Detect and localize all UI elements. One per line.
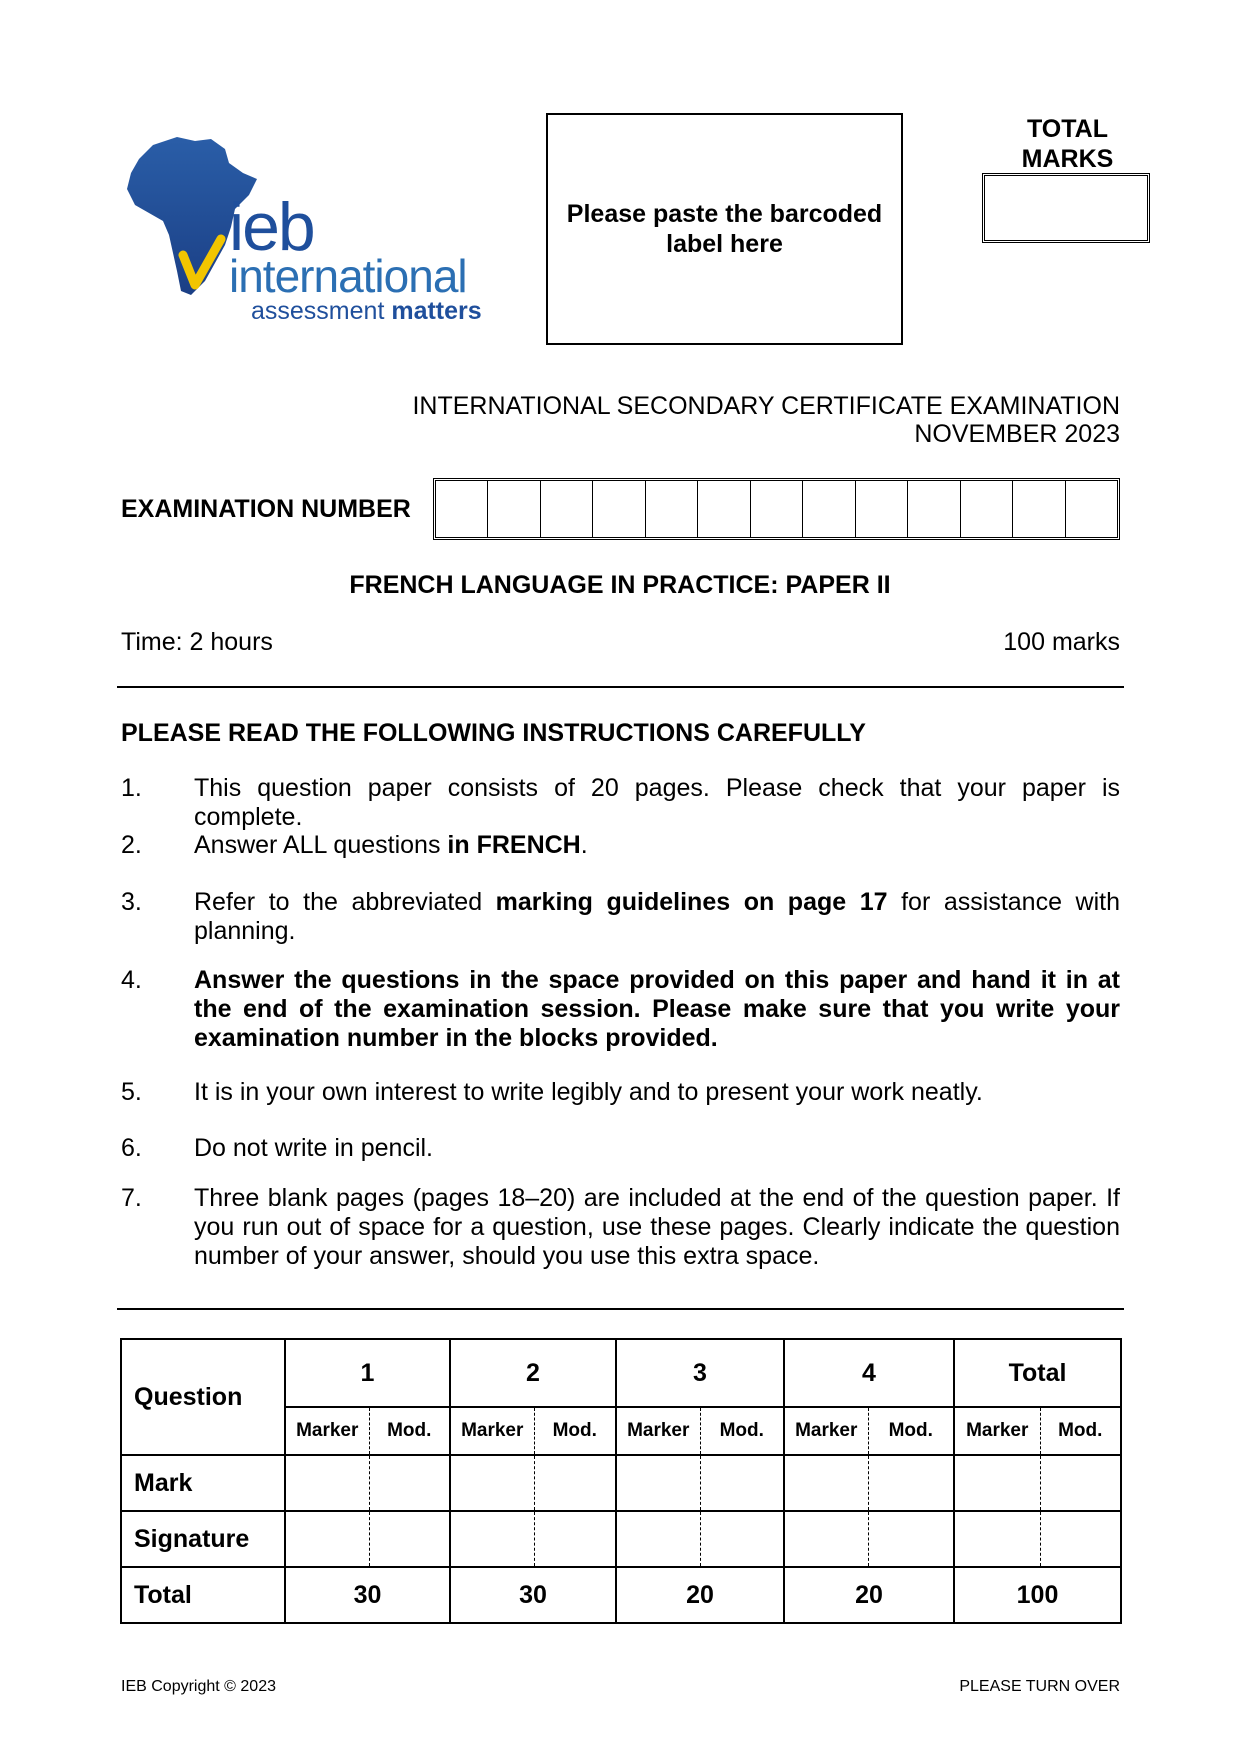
question-header: Question (121, 1339, 285, 1455)
exam-number-cell[interactable] (751, 481, 803, 537)
signature-cell[interactable] (954, 1511, 1040, 1567)
exam-number-cell[interactable] (488, 481, 540, 537)
signature-cell[interactable] (450, 1511, 534, 1567)
total-value: 30 (285, 1567, 450, 1623)
exam-number-cell[interactable] (541, 481, 593, 537)
instruction-text-bold: Answer the questions in the space provided on this paper and hand it in at the end of the examination session. Please make sure that you write your examination number in the blocks provided. (194, 966, 1120, 1052)
exam-number-cell[interactable] (436, 481, 488, 537)
signature-cell[interactable] (1040, 1511, 1121, 1567)
mark-cell[interactable] (369, 1455, 450, 1511)
instruction-item (121, 966, 1120, 1053)
instruction-number: 4. (121, 966, 142, 994)
total-marks-label: TOTAL MARKS (1021, 115, 1114, 173)
question-col-header: 3 (616, 1339, 784, 1407)
mod-subheader: Mod. (700, 1407, 784, 1455)
signature-cell[interactable] (784, 1511, 868, 1567)
mark-cell[interactable] (1040, 1455, 1121, 1511)
exam-number-cell[interactable] (803, 481, 855, 537)
exam-number-cell[interactable] (856, 481, 908, 537)
marks-table (120, 1338, 1122, 1624)
instruction-number: 5. (121, 1078, 142, 1106)
mark-cell[interactable] (700, 1455, 784, 1511)
question-col-header: 1 (285, 1339, 450, 1407)
total-value: 20 (784, 1567, 954, 1623)
logo-international-text: international (229, 250, 467, 302)
instructions-heading: PLEASE READ THE FOLLOWING INSTRUCTIONS CAREFULLY (121, 719, 866, 747)
mark-cell[interactable] (784, 1455, 868, 1511)
barcode-label-box (546, 113, 903, 345)
exam-number-cell[interactable] (1013, 481, 1065, 537)
instruction-text-part: Refer to the abbreviated (194, 888, 496, 916)
footer-turn-over: PLEASE TURN OVER (959, 1678, 1120, 1695)
total-value: 30 (450, 1567, 616, 1623)
exam-number-grid[interactable] (433, 478, 1120, 540)
instruction-text (194, 831, 1120, 860)
question-col-header: 2 (450, 1339, 616, 1407)
instruction-text: Three blank pages (pages 18–20) are included at the end of the question paper. If you run out of space for a question, use these pages. Clearly indicate the question number of your answer, should you use this extra space. (194, 1184, 1120, 1270)
mod-subheader: Mod. (1040, 1407, 1121, 1455)
logo-tagline (251, 299, 482, 324)
mark-cell[interactable] (868, 1455, 954, 1511)
exam-marks: 100 marks (1003, 628, 1120, 656)
instruction-text-part: Answer ALL questions (194, 831, 448, 859)
instruction-text: This question paper consists of 20 pages. Please check that your paper is complete. (194, 774, 1120, 831)
mark-cell[interactable] (450, 1455, 534, 1511)
mark-cell[interactable] (954, 1455, 1040, 1511)
instruction-number: 7. (121, 1184, 142, 1212)
logo-ieb-text: ieb (229, 189, 314, 265)
exam-number-cell[interactable] (646, 481, 698, 537)
exam-date: NOVEMBER 2023 (914, 420, 1120, 448)
mod-subheader: Mod. (868, 1407, 954, 1455)
instruction-number: 3. (121, 888, 142, 916)
signature-cell[interactable] (369, 1511, 450, 1567)
mod-subheader: Mod. (534, 1407, 616, 1455)
instruction-text (194, 966, 1120, 1053)
signature-row-label: Signature (121, 1511, 285, 1567)
exam-number-cell[interactable] (1066, 481, 1117, 537)
divider (117, 1308, 1124, 1310)
instruction-text-bold: in FRENCH (447, 831, 581, 859)
exam-number-cell[interactable] (698, 481, 750, 537)
logo-tagline-bold: matters (391, 297, 482, 325)
marker-subheader: Marker (450, 1407, 534, 1455)
question-col-header: 4 (784, 1339, 954, 1407)
ieb-logo (125, 135, 500, 335)
instruction-text: It is in your own interest to write legibly and to present your work neatly. (194, 1078, 983, 1106)
instruction-text: Do not write in pencil. (194, 1134, 434, 1162)
instruction-text-part: . (580, 831, 588, 859)
mark-cell[interactable] (534, 1455, 616, 1511)
total-value: 100 (954, 1567, 1121, 1623)
logo-tagline-regular: assessment (251, 297, 392, 325)
exam-title: INTERNATIONAL SECONDARY CERTIFICATE EXAMINATION (412, 392, 1120, 420)
signature-cell[interactable] (534, 1511, 616, 1567)
instruction-item (121, 1134, 1120, 1163)
instruction-item (121, 774, 1120, 832)
instruction-item (121, 888, 1120, 946)
instruction-text-part: for assistance with planning. (194, 888, 1121, 945)
signature-cell[interactable] (700, 1511, 784, 1567)
mark-cell[interactable] (285, 1455, 369, 1511)
instruction-number: 6. (121, 1134, 142, 1162)
marker-subheader: Marker (285, 1407, 369, 1455)
total-row-label: Total (121, 1567, 285, 1623)
instruction-text (194, 888, 1120, 946)
mod-subheader: Mod. (369, 1407, 450, 1455)
marker-subheader: Marker (616, 1407, 700, 1455)
mark-row-label: Mark (121, 1455, 285, 1511)
instruction-number: 2. (121, 831, 142, 859)
total-col-header: Total (954, 1339, 1121, 1407)
exam-number-label: EXAMINATION NUMBER (121, 495, 411, 523)
signature-cell[interactable] (616, 1511, 700, 1567)
exam-number-cell[interactable] (593, 481, 645, 537)
instruction-item (121, 1184, 1120, 1271)
instruction-text-bold: marking guidelines on page 17 (495, 888, 888, 916)
total-value: 20 (616, 1567, 784, 1623)
signature-cell[interactable] (868, 1511, 954, 1567)
total-marks-box[interactable] (982, 173, 1150, 243)
instruction-item (121, 831, 1120, 860)
marker-subheader: Marker (954, 1407, 1040, 1455)
marker-subheader: Marker (784, 1407, 868, 1455)
divider (117, 686, 1124, 688)
signature-cell[interactable] (285, 1511, 369, 1567)
mark-cell[interactable] (616, 1455, 700, 1511)
exam-number-cell[interactable] (961, 481, 1013, 537)
instruction-number: 1. (121, 774, 142, 802)
footer-copyright: IEB Copyright © 2023 (121, 1678, 276, 1695)
exam-time: Time: 2 hours (121, 628, 273, 656)
instruction-item (121, 1078, 1120, 1107)
paper-title: FRENCH LANGUAGE IN PRACTICE: PAPER II (349, 571, 891, 599)
barcode-label-text: Please paste the barcoded label here (566, 200, 883, 258)
exam-number-cell[interactable] (908, 481, 960, 537)
